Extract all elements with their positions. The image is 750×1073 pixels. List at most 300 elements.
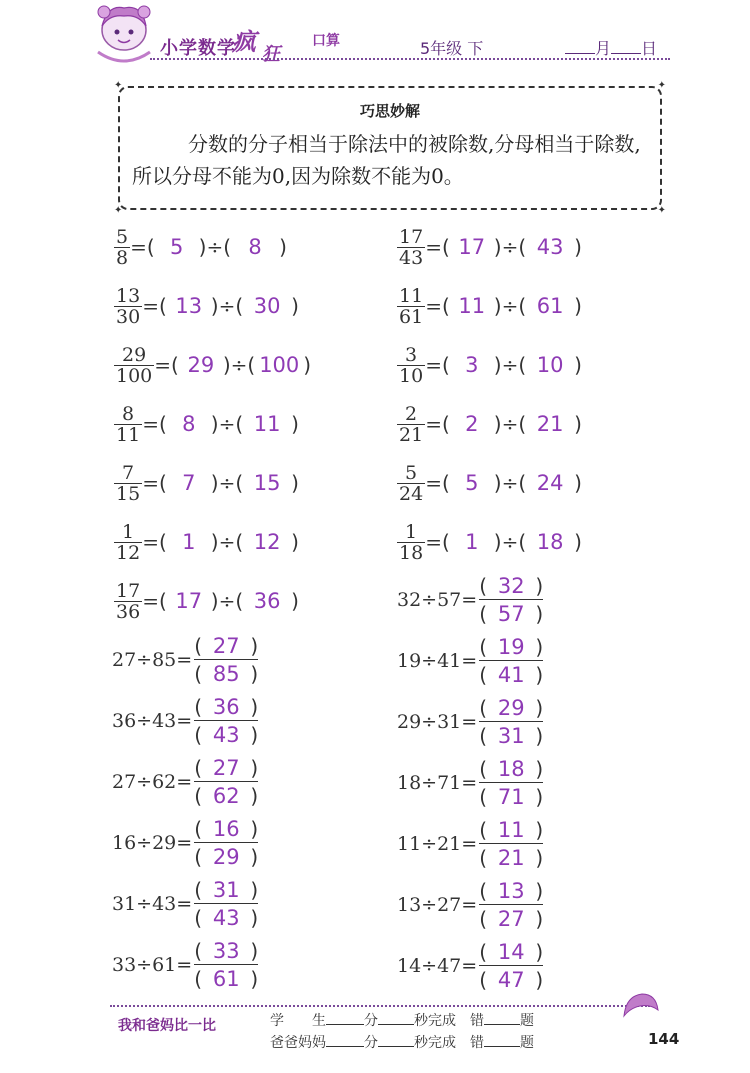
division-expression: 31÷43=	[112, 893, 193, 915]
fraction-exercise	[114, 517, 299, 567]
fraction-exercise	[114, 340, 311, 390]
right-paren: )	[303, 353, 312, 377]
fraction	[397, 286, 425, 327]
q-label: 题	[520, 1035, 534, 1051]
right-paren: )	[535, 906, 544, 931]
denominator: 100	[116, 364, 153, 387]
girl-mascot-icon	[88, 0, 158, 68]
right-paren: )	[535, 818, 544, 842]
answer-denominator[interactable]: 85	[212, 661, 240, 686]
left-paren: (	[235, 589, 244, 613]
left-paren: (	[479, 696, 488, 720]
numerator: 17	[399, 225, 424, 248]
answer-denominator[interactable]: 29	[212, 844, 240, 869]
fraction-exercise	[397, 399, 582, 449]
left-paren: (	[223, 235, 232, 259]
answer-numerator[interactable]: 11	[497, 818, 525, 842]
answer-numerator-row	[194, 633, 258, 660]
answer-dividend[interactable]: 5	[169, 235, 184, 259]
right-paren: )	[210, 294, 219, 318]
left-paren: (	[479, 845, 488, 870]
denominator: 15	[116, 482, 141, 505]
answer-denominator-row	[479, 966, 543, 993]
right-paren: )	[535, 723, 544, 748]
left-paren: (	[518, 294, 527, 318]
answer-divisor[interactable]: 30	[253, 294, 281, 318]
denominator: 11	[116, 423, 141, 446]
right-paren: )	[291, 471, 299, 495]
division-expression: 16÷29=	[112, 832, 193, 854]
answer-dividend[interactable]: 8	[182, 412, 196, 436]
right-paren: )	[250, 878, 259, 902]
right-paren: )	[210, 530, 219, 554]
denominator: 24	[399, 482, 424, 505]
answer-numerator-row	[479, 817, 543, 844]
left-paren: (	[441, 471, 450, 495]
answer-numerator-row	[194, 816, 258, 843]
left-paren: (	[146, 235, 155, 259]
brand-crazy: 疯	[232, 28, 256, 56]
answer-fraction	[479, 695, 543, 749]
left-paren: (	[194, 878, 203, 902]
brand-tail: 狂	[262, 44, 280, 65]
answer-denominator-row	[479, 783, 543, 810]
answer-denominator-row	[479, 905, 543, 932]
equals-sign: =	[154, 353, 172, 377]
answer-denominator-row	[194, 904, 258, 931]
header-divider	[150, 58, 670, 60]
answer-divisor[interactable]: 24	[536, 471, 564, 495]
numerator: 1	[122, 520, 135, 543]
numerator: 5	[116, 225, 129, 248]
answer-dividend[interactable]: 5	[465, 471, 479, 495]
answer-divisor[interactable]: 18	[536, 530, 564, 554]
student-wrong-blank[interactable]	[484, 1013, 520, 1025]
right-paren: )	[535, 662, 544, 687]
sparkle-icon: ✦	[657, 205, 666, 216]
answer-fraction	[479, 817, 543, 871]
brand-prefix: 小学数学	[160, 38, 236, 59]
fraction	[114, 345, 154, 386]
min-label: 分	[364, 1013, 378, 1029]
answer-denominator-row	[194, 721, 258, 748]
divide-sign: ÷	[218, 589, 236, 613]
answer-fraction	[194, 755, 258, 809]
left-paren: (	[158, 412, 167, 436]
answer-divisor[interactable]: 21	[536, 412, 564, 436]
divide-sign: ÷	[501, 294, 519, 318]
right-paren: )	[574, 471, 582, 495]
right-paren: )	[574, 530, 582, 554]
right-paren: )	[493, 471, 502, 495]
division-exercise	[397, 631, 543, 691]
fraction	[114, 286, 142, 327]
tip-title: 巧思妙解	[359, 102, 420, 120]
left-paren: (	[441, 235, 450, 259]
answer-fraction	[194, 938, 258, 992]
division-expression: 36÷43=	[112, 710, 193, 732]
answer-fraction	[194, 877, 258, 931]
right-paren: )	[493, 294, 502, 318]
parent-wrong-blank[interactable]	[484, 1035, 520, 1047]
left-paren: (	[479, 906, 488, 931]
right-paren: )	[535, 696, 544, 720]
answer-fraction	[194, 816, 258, 870]
right-paren: )	[574, 353, 582, 377]
min-label: 分	[364, 1035, 378, 1051]
answer-denominator[interactable]: 27	[497, 906, 525, 931]
left-paren: (	[441, 353, 450, 377]
answer-denominator[interactable]: 61	[212, 966, 240, 991]
left-paren: (	[194, 844, 203, 869]
divide-sign: ÷	[206, 235, 224, 259]
answer-divisor[interactable]: 15	[253, 471, 281, 495]
left-paren: (	[518, 412, 527, 436]
right-paren: )	[574, 294, 582, 318]
left-paren: (	[194, 939, 203, 963]
division-expression: 33÷61=	[112, 954, 193, 976]
answer-numerator[interactable]: 13	[497, 879, 525, 903]
left-paren: (	[194, 722, 203, 747]
left-paren: (	[247, 353, 256, 377]
numerator: 7	[122, 461, 135, 484]
left-paren: (	[479, 879, 488, 903]
divide-sign: ÷	[501, 471, 519, 495]
division-expression: 32÷57=	[397, 589, 478, 611]
division-expression: 27÷62=	[112, 771, 193, 793]
divide-sign: ÷	[218, 294, 236, 318]
right-paren: )	[250, 817, 259, 841]
fraction	[397, 463, 425, 504]
answer-dividend[interactable]: 1	[465, 530, 479, 554]
right-paren: )	[291, 412, 299, 436]
answer-numerator-row	[479, 573, 543, 600]
division-exercise	[397, 570, 543, 630]
numerator: 1	[405, 520, 418, 543]
left-paren: (	[479, 967, 488, 992]
right-paren: )	[279, 235, 287, 259]
brand-oral: 口算	[312, 33, 340, 49]
left-paren: (	[441, 530, 450, 554]
right-paren: )	[493, 353, 502, 377]
equals-sign: =	[130, 235, 147, 259]
right-paren: )	[250, 756, 259, 780]
parent-label: 爸爸妈妈	[270, 1035, 326, 1051]
answer-numerator[interactable]: 32	[497, 574, 525, 598]
division-expression: 14÷47=	[397, 955, 478, 977]
answer-divisor[interactable]: 100	[259, 353, 300, 377]
left-paren: (	[194, 905, 203, 930]
answer-denominator[interactable]: 43	[212, 905, 240, 930]
answer-dividend[interactable]: 11	[458, 294, 486, 318]
right-paren: )	[291, 589, 299, 613]
answer-denominator-row	[479, 844, 543, 871]
answer-numerator[interactable]: 27	[212, 756, 240, 780]
numerator: 8	[122, 402, 135, 425]
left-paren: (	[235, 471, 244, 495]
left-paren: (	[518, 530, 527, 554]
equals-sign: =	[142, 589, 159, 613]
fraction	[114, 581, 142, 622]
left-paren: (	[479, 818, 488, 842]
fraction	[114, 227, 130, 268]
equals-sign: =	[425, 235, 442, 259]
right-paren: )	[535, 940, 544, 964]
right-paren: )	[535, 879, 544, 903]
right-paren: )	[250, 939, 259, 963]
answer-numerator-row	[194, 755, 258, 782]
left-paren: (	[194, 966, 203, 991]
answer-numerator-row	[479, 756, 543, 783]
answer-fraction	[194, 694, 258, 748]
numerator: 11	[399, 284, 424, 307]
fraction-exercise	[397, 458, 582, 508]
equals-sign: =	[142, 412, 159, 436]
left-paren: (	[171, 353, 179, 377]
answer-denominator-row	[194, 782, 258, 809]
answer-fraction	[194, 633, 258, 687]
right-paren: )	[535, 967, 544, 992]
fraction-exercise	[114, 576, 299, 626]
answer-denominator-row	[479, 600, 543, 627]
right-paren: )	[222, 353, 231, 377]
answer-denominator[interactable]: 43	[212, 722, 240, 747]
division-expression: 13÷27=	[397, 894, 478, 916]
answer-divisor[interactable]: 11	[253, 412, 281, 436]
numerator: 5	[405, 461, 418, 484]
right-paren: )	[250, 695, 259, 719]
answer-denominator[interactable]: 31	[497, 723, 525, 748]
footer-title: 我和爸妈比一比	[118, 1018, 216, 1034]
divide-sign: ÷	[501, 353, 519, 377]
fraction	[397, 404, 425, 445]
answer-dividend[interactable]: 3	[465, 353, 479, 377]
equals-sign: =	[425, 471, 442, 495]
sparkle-icon: ✦	[114, 205, 123, 216]
left-paren: (	[235, 412, 244, 436]
page-header	[0, 0, 750, 70]
left-paren: (	[194, 817, 203, 841]
tip-box	[114, 80, 666, 216]
divide-sign: ÷	[218, 412, 236, 436]
student-sec-blank[interactable]	[378, 1013, 414, 1025]
left-paren: (	[479, 601, 488, 626]
footer-divider	[110, 1005, 650, 1007]
parent-sec-blank[interactable]	[378, 1035, 414, 1047]
denominator: 30	[116, 305, 141, 328]
answer-numerator[interactable]: 33	[212, 939, 240, 963]
answer-dividend[interactable]: 17	[458, 235, 486, 259]
answer-numerator[interactable]: 16	[212, 817, 240, 841]
right-paren: )	[250, 905, 259, 930]
equals-sign: =	[425, 530, 442, 554]
answer-dividend[interactable]: 2	[465, 412, 479, 436]
left-paren: (	[479, 662, 488, 687]
division-exercise	[112, 691, 258, 751]
parent-min-blank[interactable]	[326, 1035, 364, 1047]
fraction	[114, 463, 142, 504]
divide-sign: ÷	[501, 530, 519, 554]
equals-sign: =	[425, 294, 442, 318]
answer-numerator[interactable]: 27	[212, 634, 240, 658]
fraction-exercise	[114, 281, 299, 331]
right-paren: )	[574, 235, 582, 259]
division-expression: 29÷31=	[397, 711, 478, 733]
numerator: 29	[122, 343, 147, 366]
denominator: 12	[116, 541, 141, 564]
answer-numerator[interactable]: 19	[497, 635, 525, 659]
right-paren: )	[210, 589, 219, 613]
left-paren: (	[194, 783, 203, 808]
right-paren: )	[291, 294, 299, 318]
tip-body: 分数的分子相当于除法中的被除数,分母相当于除数,所以分母不能为0,因为除数不能为0。	[132, 132, 641, 188]
answer-denominator-row	[194, 660, 258, 687]
fraction-exercise	[397, 222, 582, 272]
answer-numerator-row	[194, 877, 258, 904]
answer-divisor[interactable]: 36	[253, 589, 281, 613]
answer-denominator[interactable]: 41	[497, 662, 525, 687]
right-paren: )	[535, 784, 544, 809]
numerator: 17	[116, 579, 141, 602]
answer-numerator-row	[194, 694, 258, 721]
right-paren: )	[291, 530, 299, 554]
answer-denominator[interactable]: 62	[212, 783, 240, 808]
answer-dividend[interactable]: 17	[175, 589, 203, 613]
answer-numerator[interactable]: 36	[212, 695, 240, 719]
answer-denominator-row	[194, 965, 258, 992]
denominator: 61	[399, 305, 424, 328]
division-exercise	[112, 874, 258, 934]
student-min-blank[interactable]	[326, 1013, 364, 1025]
divide-sign: ÷	[218, 471, 236, 495]
answer-fraction	[479, 878, 543, 932]
answer-numerator-row	[479, 695, 543, 722]
wrong-label: 错	[470, 1035, 484, 1051]
division-exercise	[397, 692, 543, 752]
fraction	[114, 404, 142, 445]
answer-divisor[interactable]: 8	[248, 235, 262, 259]
right-paren: )	[574, 412, 582, 436]
wrong-label: 错	[470, 1013, 484, 1029]
answer-denominator[interactable]: 21	[497, 845, 525, 870]
answer-numerator[interactable]: 18	[497, 757, 525, 781]
answer-divisor[interactable]: 12	[253, 530, 281, 554]
fraction	[114, 522, 142, 563]
left-paren: (	[518, 353, 527, 377]
division-expression: 11÷21=	[397, 833, 478, 855]
answer-divisor[interactable]: 61	[536, 294, 564, 318]
answer-numerator-row	[194, 938, 258, 965]
answer-divisor[interactable]: 43	[536, 235, 564, 259]
answer-denominator-row	[194, 843, 258, 870]
right-paren: )	[210, 471, 219, 495]
answer-numerator[interactable]: 14	[497, 940, 525, 964]
answer-denominator[interactable]: 57	[497, 601, 525, 626]
denominator: 36	[116, 600, 141, 623]
right-paren: )	[198, 235, 207, 259]
right-paren: )	[493, 235, 502, 259]
division-expression: 27÷85=	[112, 649, 193, 671]
left-paren: (	[479, 635, 488, 659]
right-paren: )	[535, 574, 544, 598]
fraction-exercise	[397, 281, 582, 331]
answer-dividend[interactable]: 1	[182, 530, 196, 554]
right-paren: )	[493, 412, 502, 436]
fraction	[397, 345, 425, 386]
division-expression: 18÷71=	[397, 772, 478, 794]
answer-denominator[interactable]: 47	[497, 967, 525, 992]
division-exercise	[397, 814, 543, 874]
sec-label: 秒完成	[414, 1013, 456, 1029]
fraction-exercise	[114, 222, 287, 272]
left-paren: (	[194, 661, 203, 686]
denominator: 10	[399, 364, 424, 387]
right-paren: )	[535, 757, 544, 781]
fraction-exercise	[397, 517, 582, 567]
left-paren: (	[194, 634, 203, 658]
fraction-exercise	[114, 458, 299, 508]
left-paren: (	[479, 723, 488, 748]
answer-dividend[interactable]: 7	[182, 471, 196, 495]
page-number: 144	[648, 1030, 680, 1048]
answer-denominator[interactable]: 71	[497, 784, 525, 809]
answer-dividend[interactable]: 29	[187, 353, 215, 377]
month-blank[interactable]	[565, 40, 595, 54]
division-exercise	[112, 630, 258, 690]
answer-dividend[interactable]: 13	[175, 294, 203, 318]
left-paren: (	[158, 589, 167, 613]
right-paren: )	[250, 966, 259, 991]
answer-denominator-row	[479, 722, 543, 749]
right-paren: )	[250, 783, 259, 808]
answer-fraction	[479, 756, 543, 810]
answer-numerator[interactable]: 29	[497, 696, 525, 720]
footer-parent-row	[270, 1032, 534, 1052]
numerator: 2	[405, 402, 418, 425]
right-paren: )	[210, 412, 219, 436]
answer-fraction	[479, 939, 543, 993]
left-paren: (	[194, 756, 203, 780]
day-blank[interactable]	[611, 40, 641, 54]
left-paren: (	[518, 235, 527, 259]
division-exercise	[112, 752, 258, 812]
left-paren: (	[158, 294, 167, 318]
denominator: 18	[399, 541, 424, 564]
denominator: 21	[399, 423, 424, 446]
divide-sign: ÷	[501, 235, 519, 259]
answer-denominator-row	[479, 661, 543, 688]
student-label: 学 生	[270, 1013, 326, 1029]
denominator: 43	[399, 246, 424, 269]
right-paren: )	[535, 845, 544, 870]
divide-sign: ÷	[218, 530, 236, 554]
numerator: 3	[405, 343, 418, 366]
right-paren: )	[250, 844, 259, 869]
left-paren: (	[518, 471, 527, 495]
division-exercise	[112, 813, 258, 873]
left-paren: (	[235, 530, 244, 554]
answer-numerator[interactable]: 31	[212, 878, 240, 902]
left-paren: (	[479, 940, 488, 964]
grade-label: 5年级 下	[420, 39, 484, 58]
answer-divisor[interactable]: 10	[536, 353, 564, 377]
date-fields	[565, 36, 657, 59]
fraction	[397, 227, 425, 268]
q-label: 题	[520, 1013, 534, 1029]
right-paren: )	[535, 601, 544, 626]
left-paren: (	[479, 757, 488, 781]
right-paren: )	[250, 661, 259, 686]
